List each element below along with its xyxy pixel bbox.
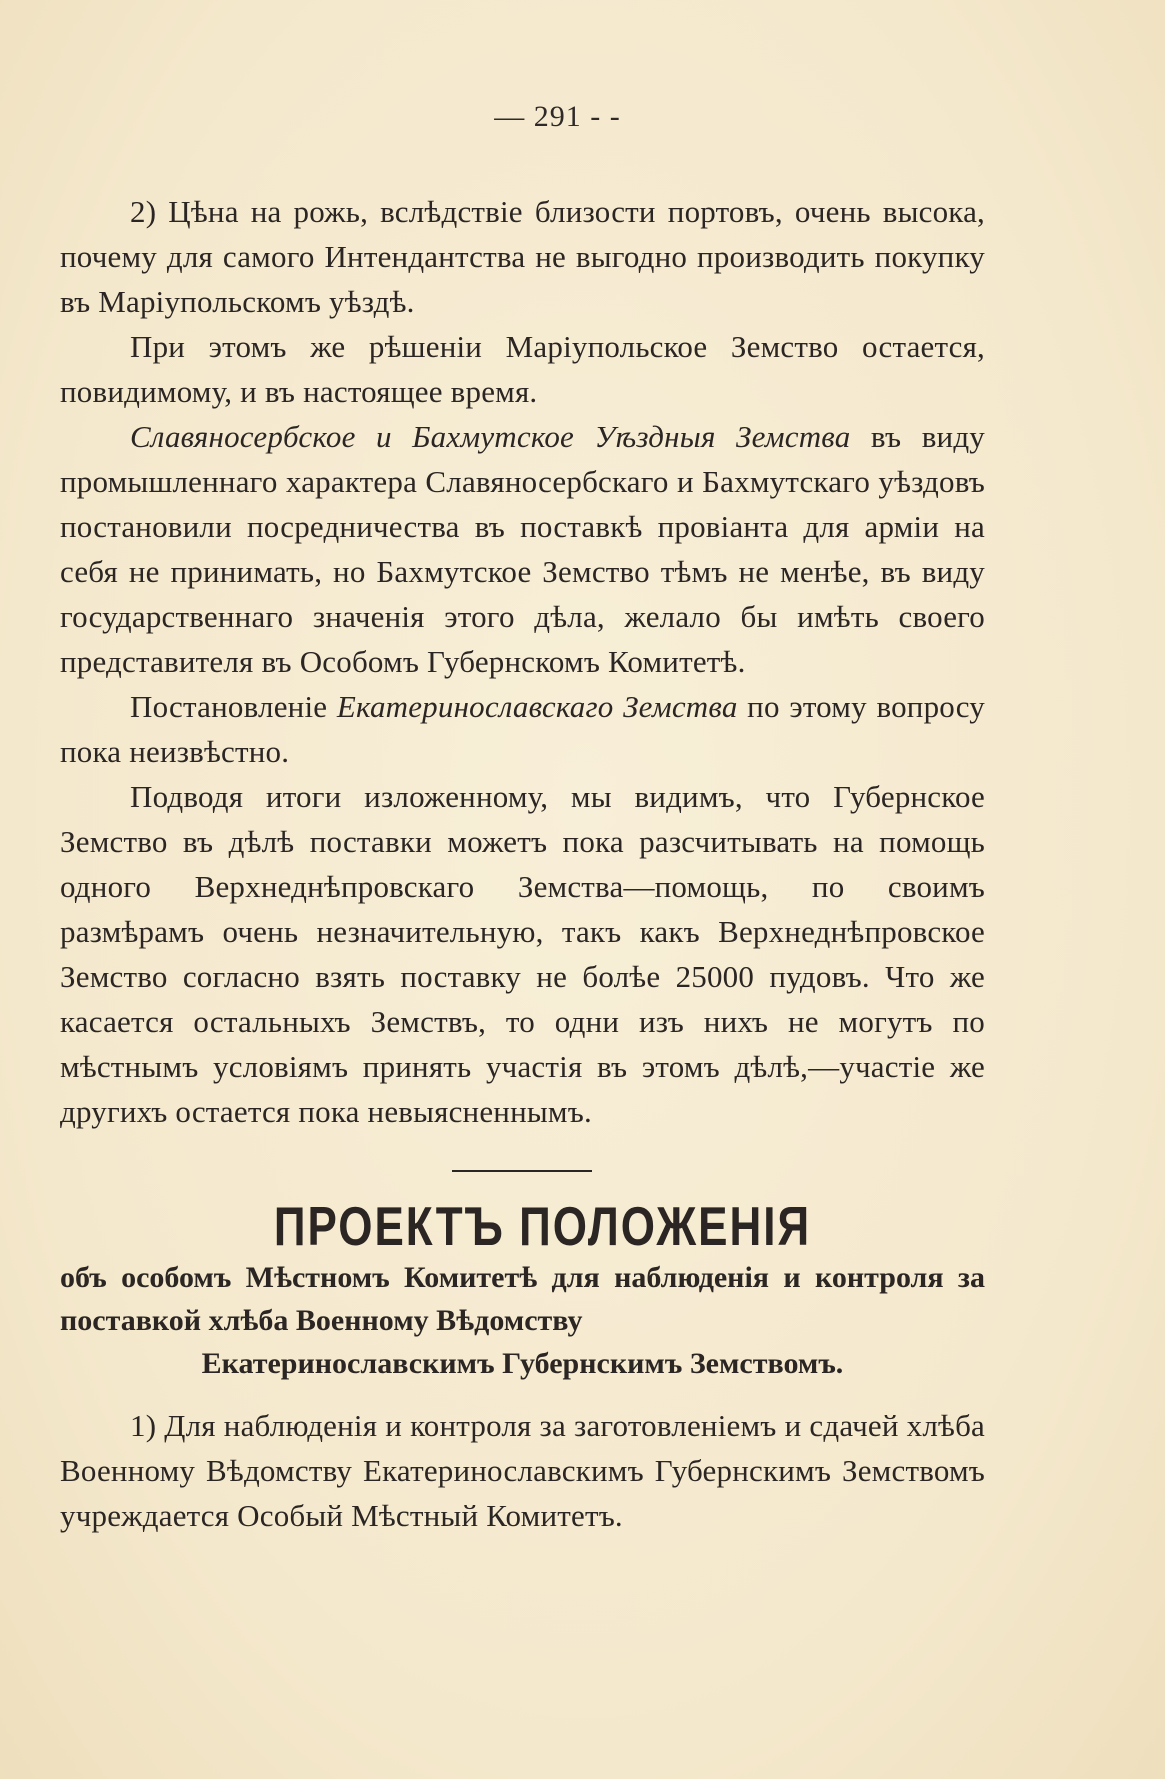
paragraph-ekaterinoslav-decree: [60, 684, 985, 774]
paragraph-summary: Подводя итоги изложенному, мы видимъ, что Губернское Земство въ дѣлѣ поставки можетъ пока разсчитывать на помощь одного Верхнеднѣпровскаго Земства—помощь, по своимъ размѣрамъ очень незначительную, такъ какъ Верхнеднѣпровское Земство согласно взять поставку не болѣе 25000 пудовъ. Что же касается остальныхъ Земствъ, то одни изъ нихъ не могутъ по мѣстнымъ условіямъ принять участія въ этомъ дѣлѣ,—участіе же другихъ остается пока невыясненнымъ.: [60, 779, 985, 1129]
page-number: — 291 - -: [494, 100, 621, 133]
section-subtitle: [60, 1256, 985, 1385]
section-title: ПРОЕКТЪ ПОЛОЖЕНІЯ: [273, 1196, 812, 1258]
decree-rest-text: по этому вопросу пока неизвѣстно.: [60, 689, 985, 769]
paragraph-mariupol-decision: При этомъ же рѣшеніи Маріупольское Земство остается, повидимому, и въ настоящее время.: [60, 329, 985, 409]
clause-1: 1) Для наблюденія и контроля за заготовленіемъ и сдачей хлѣба Военному Вѣдомству Екатеринославскимъ Губернскимъ Земствомъ учреждается Особый Мѣстный Комитетъ.: [60, 1408, 985, 1533]
paragraph-slavyanoserbsk-text: въ виду промышленнаго характера Славяносербскаго и Бахмутскаго уѣздовъ постановили посредничества въ поставкѣ провіанта для арміи на себя не принимать, но Бахмутское Земство тѣмъ не менѣе, въ виду государственнаго значенія этого дѣла, желало бы имѣть своего представителя въ Особомъ Губернскомъ Комитетѣ.: [60, 419, 985, 679]
ekaterinoslav-zemstvo-italic: Екатеринославскаго Земства: [336, 689, 738, 724]
zemstva-name-italic: Славяносербское и Бахмутское Уѣздныя Земства: [130, 419, 851, 454]
section-subtitle-main: объ особомъ Мѣстномъ Комитетѣ для наблюденія и контроля за поставкой хлѣба Военному Вѣдомству: [60, 1261, 985, 1337]
paragraph-rye-price: 2) Цѣна на рожь, вслѣдствіе близости портовъ, очень высока, почему для самого Интендантства не выгодно производить покупку въ Маріупольскомъ уѣздѣ.: [60, 194, 985, 319]
section-subtitle-last-line: Екатеринославскимъ Губернскимъ Земствомъ.: [201, 1347, 844, 1380]
section-divider: [452, 1170, 592, 1172]
paragraph-slavyanoserbsk-bakhmut: [60, 414, 985, 684]
decree-start-text: Постановленіе: [130, 689, 337, 724]
